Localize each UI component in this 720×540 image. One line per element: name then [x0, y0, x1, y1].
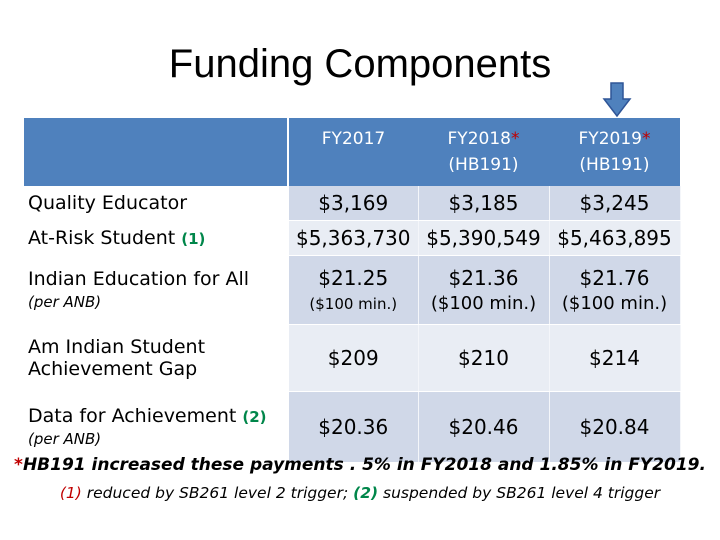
table-row	[24, 221, 680, 256]
header-blank-cell	[24, 118, 288, 186]
row-label-data-achievement: Data for Achievement (2) (per ANB)	[24, 392, 288, 463]
row-label-am-indian: Am Indian Student Achievement Gap	[24, 325, 288, 392]
indian-fy2018: $21.36 ($100 min.)	[418, 256, 549, 325]
data-fy2018: $20.46	[418, 392, 549, 463]
data-fy2019: $20.84	[549, 392, 680, 463]
row-label-at-risk: At-Risk Student (1)	[24, 221, 288, 256]
down-arrow-icon	[602, 82, 632, 118]
row-label-indian-education: Indian Education for All (per ANB)	[24, 256, 288, 325]
amindian-fy2019: $214	[549, 325, 680, 392]
indian-fy2019: $21.76 ($100 min.)	[549, 256, 680, 325]
header-fy2019: FY2019* (HB191)	[549, 118, 680, 186]
quality-fy2018: $3,185	[418, 186, 549, 221]
header-fy2017: FY2017	[288, 118, 418, 186]
amindian-fy2018: $210	[418, 325, 549, 392]
quality-fy2019: $3,245	[549, 186, 680, 221]
indian-fy2017: $21.25 ($100 min.)	[288, 256, 418, 325]
quality-fy2017: $3,169	[288, 186, 418, 221]
page-title: Funding Components	[168, 42, 552, 86]
data-fy2017: $20.36	[288, 392, 418, 463]
atrisk-fy2019: $5,463,895	[549, 221, 680, 256]
table-row	[24, 256, 680, 325]
table-row	[24, 186, 680, 221]
table-header-row	[24, 118, 680, 186]
amindian-fy2017: $209	[288, 325, 418, 392]
row-label-quality-educator: Quality Educator	[24, 186, 288, 221]
header-fy2018: FY2018* (HB191)	[418, 118, 549, 186]
table-row	[24, 325, 680, 392]
funding-table	[24, 118, 681, 463]
atrisk-fy2018: $5,390,549	[418, 221, 549, 256]
atrisk-fy2017: $5,363,730	[288, 221, 418, 256]
footnote-hb191: *HB191 increased these payments . 5% in FY2018 and 1.85% in FY2019.	[14, 455, 706, 475]
footnote-sb261: (1) reduced by SB261 level 2 trigger; (2) suspended by SB261 level 4 trigger	[59, 484, 661, 502]
table-row	[24, 392, 680, 463]
